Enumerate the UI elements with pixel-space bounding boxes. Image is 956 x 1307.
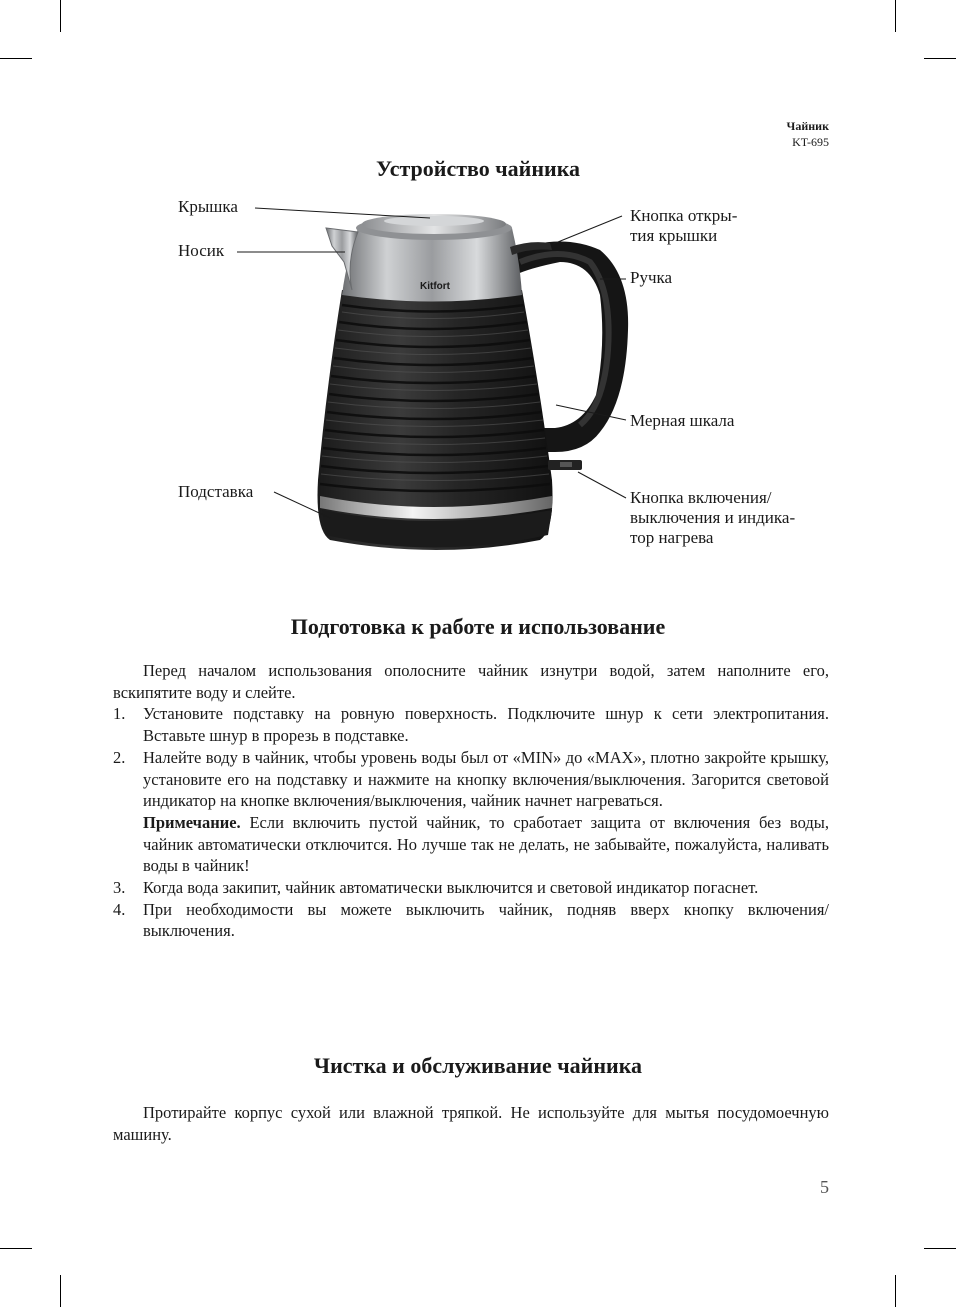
crop-mark — [924, 1248, 956, 1249]
label-handle: Ручка — [630, 268, 673, 287]
list-item: 1. Установите подставку на ровную поверхность. Подключите шнур к сети электропитания. Вставьте шнур в прорезь в подставке. — [113, 704, 829, 746]
section2-heading: Чистка и обслуживание чайника — [313, 1053, 643, 1078]
crop-mark — [895, 1275, 896, 1307]
list-item: 2. Налейте воду в чайник, чтобы уровень воды был от «MIN» до «MAX», плотно закройте крышку, установите его на подставку и нажмите на кнопку включения/выключения. Загорится световой индикатор на кнопке включения/выключения, чайник начнет нагреваться. Примечание. Если включить пустой чайник, то сработает защита от включения без воды, чайник автоматически отключится. Но лучше так не делать, не забывайте, пожалуйста, наливать воды в чайник! — [113, 747, 829, 876]
crop-mark — [0, 1248, 32, 1249]
brand-logo: Kitfort — [420, 281, 450, 292]
page-number: 5 — [820, 1177, 829, 1197]
section2-body — [113, 1102, 829, 1145]
label-lid: Крышка — [178, 197, 238, 216]
list-item: 3. Когда вода закипит, чайник автоматически выключится и световой индикатор погаснет. — [113, 878, 759, 898]
header-model: KT-695 — [792, 135, 829, 149]
label-lid-button: Кнопка откры- тия крышки — [630, 206, 738, 245]
note — [143, 812, 829, 877]
header-title: Чайник — [786, 119, 829, 133]
note-label: Примечание. — [143, 812, 241, 832]
crop-mark — [60, 1275, 61, 1307]
label-scale: Мерная шкала — [630, 411, 735, 430]
list-item: 4. При необходимости вы можете выключить чайник, подняв вверх кнопку включения/выключения. — [113, 899, 829, 941]
instruction-list — [113, 703, 829, 942]
cleaning-paragraph: Протирайте корпус сухой или влажной тряпкой. Не используйте для мытья посудомоечную машину. — [113, 1103, 829, 1144]
diagram-heading: Устройство чайника — [375, 156, 581, 181]
note-text: Если включить пустой чайник, то сработает защита от включения без воды, чайник автоматически отключится. Но лучше так не делать, не забывайте, пожалуйста, наливать воды в чайник! — [143, 812, 829, 876]
section1-body — [113, 660, 829, 942]
kettle-illustration — [0, 0, 956, 600]
label-spout: Носик — [178, 241, 225, 260]
section1-heading: Подготовка к работе и использование — [290, 614, 666, 639]
label-stand: Подставка — [178, 482, 254, 501]
intro-paragraph: Перед началом использования ополосните чайник изнутри водой, затем наполните его, вскипятите воду и слейте. — [113, 661, 829, 702]
kettle-steel-top — [326, 214, 522, 302]
label-power-button: Кнопка включения/ выключения и индика- тор нагрева — [630, 488, 796, 547]
